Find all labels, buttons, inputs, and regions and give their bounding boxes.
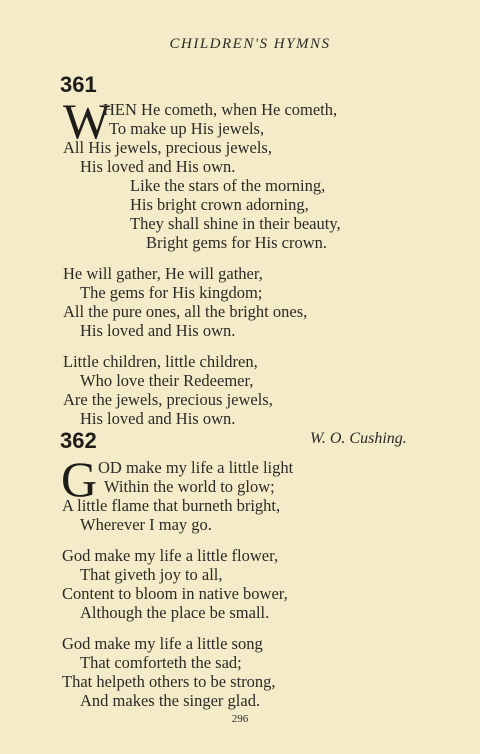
verse-line: All the pure ones, all the bright ones, bbox=[63, 302, 308, 321]
hymn-number: 361 bbox=[60, 72, 97, 97]
dropcap: G bbox=[61, 451, 98, 507]
verse-line: Are the jewels, precious jewels, bbox=[63, 390, 273, 409]
verse-line: Wherever I may go. bbox=[80, 515, 212, 534]
running-header: CHILDREN'S HYMNS bbox=[169, 36, 331, 52]
verse-line: His bright crown adorning, bbox=[130, 195, 309, 214]
page-number: 296 bbox=[231, 713, 249, 725]
verse-line: Bright gems for His crown. bbox=[146, 233, 328, 252]
verse-line: They shall shine in their beauty, bbox=[130, 214, 341, 233]
hymn-number: 362 bbox=[60, 428, 97, 453]
verse-line: OD make my life a little light bbox=[98, 458, 294, 477]
verse-line: Although the place be small. bbox=[80, 603, 270, 622]
verse-line: His loved and His own. bbox=[80, 409, 236, 428]
verse-line: Little children, little children, bbox=[63, 352, 258, 371]
verse-line: God make my life a little song bbox=[62, 634, 263, 653]
hymn-author: W. O. Cushing. bbox=[310, 430, 407, 447]
verse-line: Who love their Redeemer, bbox=[80, 371, 254, 390]
verse-line: His loved and His own. bbox=[80, 157, 236, 176]
verse-line: And makes the singer glad. bbox=[80, 691, 261, 710]
dropcap: W bbox=[63, 93, 111, 149]
verse-line: To make up His jewels, bbox=[109, 119, 265, 138]
verse-line: That comforteth the sad; bbox=[80, 653, 242, 672]
verse-line: All His jewels, precious jewels, bbox=[63, 138, 272, 157]
verse-line: That giveth joy to all, bbox=[80, 565, 223, 584]
verse-line: God make my life a little flower, bbox=[62, 546, 279, 565]
verse-line: The gems for His kingdom; bbox=[80, 283, 263, 302]
verse-line: Like the stars of the morning, bbox=[130, 176, 326, 195]
verse-line: Within the world to glow; bbox=[104, 477, 275, 496]
verse-line: A little flame that burneth bright, bbox=[62, 496, 281, 515]
verse-line: He will gather, He will gather, bbox=[63, 264, 263, 283]
verse-line: Content to bloom in native bower, bbox=[62, 584, 288, 603]
verse-line: His loved and His own. bbox=[80, 321, 236, 340]
verse-line: That helpeth others to be strong, bbox=[62, 672, 276, 691]
verse-line: HEN He cometh, when He cometh, bbox=[103, 100, 338, 119]
